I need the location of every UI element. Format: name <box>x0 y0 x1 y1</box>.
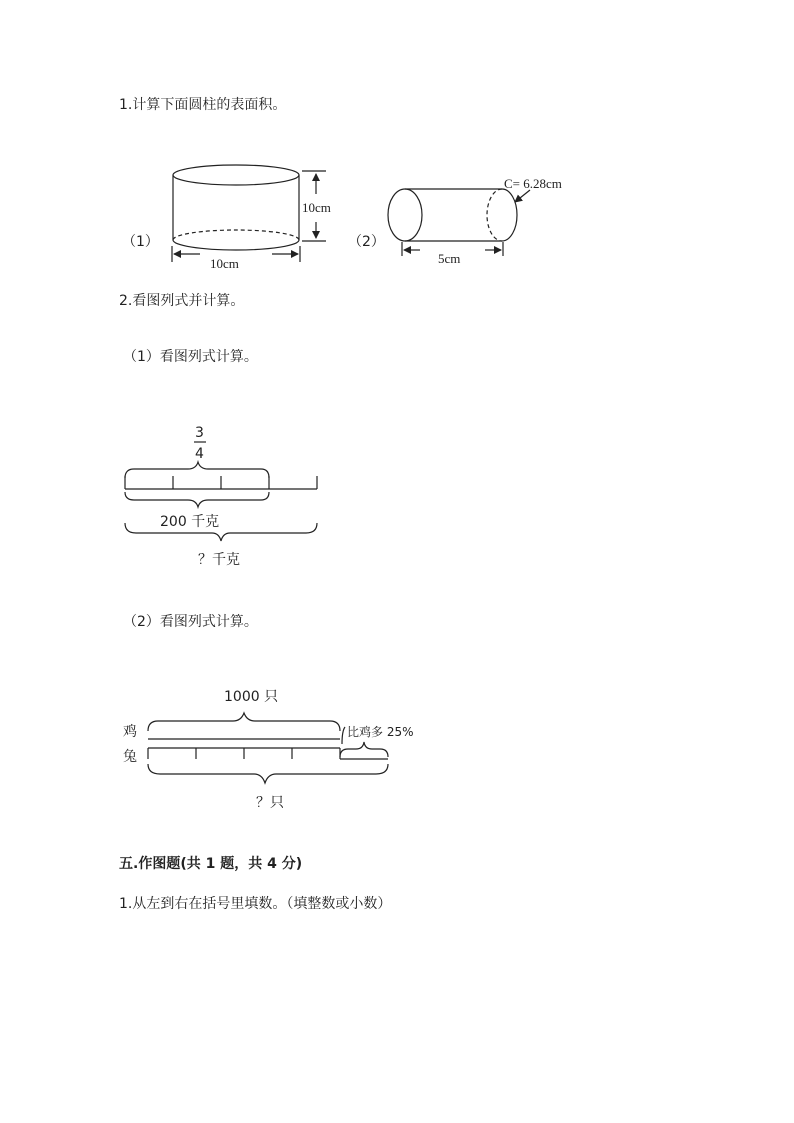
known-weight-label: 200 千克 <box>160 514 220 530</box>
fraction-numerator: 3 <box>195 425 204 441</box>
fig1-height-label: 10cm <box>302 200 331 215</box>
segment-diagram-1 <box>125 442 317 541</box>
unknown-count-label: ？只 <box>256 795 284 811</box>
q2-part2-title: （2）看图列式计算。 <box>123 614 258 630</box>
section-five-heading: 五.作图题(共 1 题，共 4 分) <box>119 856 303 872</box>
unknown-weight-label: ？千克 <box>198 552 240 568</box>
row-rabbit-label: 兔 <box>123 749 137 765</box>
fig2-length-label: 5cm <box>438 251 461 266</box>
segment-diagram-2 <box>148 713 388 783</box>
row-chicken-label: 鸡 <box>123 724 137 740</box>
cylinder-lying-figure <box>388 189 530 256</box>
extra-percent-label: 比鸡多 25% <box>347 725 414 739</box>
fig1-diameter-label: 10cm <box>210 256 239 271</box>
top-count-label: 1000 只 <box>224 689 279 705</box>
q2-title: 2.看图列式并计算。 <box>119 293 245 309</box>
q2-part1-title: （1）看图列式计算。 <box>123 349 258 365</box>
section-five-q1-title: 1.从左到右在括号里填数。（填整数或小数） <box>119 896 392 912</box>
fig2-circumference-label: C= 6.28cm <box>504 176 562 191</box>
fig2-index: （2） <box>348 234 385 250</box>
fig1-index: （1） <box>122 234 159 250</box>
q1-title: 1.计算下面圆柱的表面积。 <box>119 97 287 113</box>
fraction-denominator: 4 <box>195 446 204 462</box>
